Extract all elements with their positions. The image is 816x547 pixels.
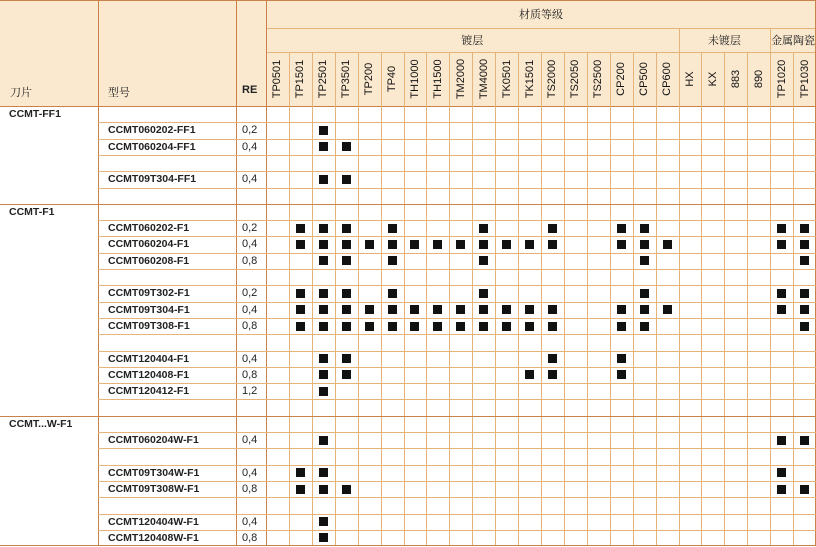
availability-mark	[800, 289, 809, 298]
row-line	[98, 514, 816, 515]
availability-mark	[777, 224, 786, 233]
grade-column-line	[289, 52, 290, 546]
row-line	[98, 155, 816, 156]
re-label: RE	[242, 84, 258, 96]
grade-header-cp600	[656, 52, 679, 106]
grade-column-line	[426, 52, 427, 546]
row-line	[98, 367, 816, 368]
row-line	[98, 481, 816, 482]
model-cell: CCMT09T308-F1	[108, 319, 190, 332]
availability-mark	[800, 436, 809, 445]
grade-column-line	[679, 28, 680, 546]
availability-mark	[479, 256, 488, 265]
availability-mark	[296, 224, 305, 233]
availability-mark	[365, 322, 374, 331]
grade-label: TP3501	[340, 59, 353, 99]
availability-mark	[502, 305, 511, 314]
grade-column-line	[610, 52, 611, 546]
grade-header-cp500	[633, 52, 656, 106]
availability-mark	[342, 354, 351, 363]
availability-mark	[777, 485, 786, 494]
grade-label: TH1000	[408, 59, 421, 99]
grade-header-ts2500	[587, 52, 610, 106]
cermet-label: 金属陶瓷	[771, 35, 816, 47]
availability-mark	[640, 224, 649, 233]
row-line	[98, 432, 816, 433]
availability-mark	[502, 322, 511, 331]
grade-column-line	[335, 52, 336, 546]
availability-mark	[296, 468, 305, 477]
grade-header-tp1030	[793, 52, 816, 106]
grade-label: TP1501	[294, 59, 307, 99]
insert-header	[10, 84, 70, 100]
re-cell: 0,2	[242, 222, 258, 235]
grade-column-line	[564, 52, 565, 546]
availability-mark	[456, 305, 465, 314]
availability-mark	[296, 322, 305, 331]
grade-header-ts2050	[564, 52, 587, 106]
grade-header-883	[724, 52, 747, 106]
grade-header-tp200	[358, 52, 381, 106]
availability-mark	[319, 517, 328, 526]
re-cell: 0,8	[242, 368, 258, 381]
row-line	[0, 204, 816, 205]
re-cell: 0,4	[242, 434, 258, 446]
row-line	[98, 318, 816, 319]
availability-mark	[342, 485, 351, 494]
grade-column-line	[518, 52, 519, 546]
availability-mark	[388, 224, 397, 233]
coated-label: 镀层	[461, 35, 484, 47]
grade-header-tp1020	[770, 52, 793, 106]
model-cell: CCMT09T304-FF1	[108, 173, 197, 186]
grade-column-line	[449, 52, 450, 546]
availability-mark	[433, 305, 442, 314]
grade-label: TP40	[386, 65, 399, 93]
row-line	[98, 351, 816, 352]
grade-label: TP2501	[317, 59, 330, 99]
grade-label: TM4000	[477, 58, 490, 100]
grade-label: TS2500	[592, 59, 605, 99]
grade-label: TK1501	[523, 59, 536, 99]
re-cell: 0,2	[242, 124, 258, 137]
uncoated-label: 未镀层	[707, 35, 741, 47]
availability-mark	[525, 240, 534, 249]
availability-mark	[342, 305, 351, 314]
model-cell: CCMT09T304-F1	[108, 303, 190, 316]
availability-mark	[640, 289, 649, 298]
grade-header-ts2000	[541, 52, 564, 106]
re-cell: 0,4	[242, 303, 258, 316]
re-cell: 0,4	[242, 173, 258, 186]
availability-mark	[433, 240, 442, 249]
row-line	[98, 334, 816, 335]
grade-label: CP500	[638, 62, 651, 96]
material-grade-label: 材质等级	[519, 9, 563, 21]
availability-mark	[800, 224, 809, 233]
grade-label: 883	[729, 69, 742, 89]
availability-mark	[548, 354, 557, 363]
coated-header	[266, 28, 679, 52]
grade-header-tp40	[381, 52, 404, 106]
availability-mark	[410, 305, 419, 314]
row-line	[98, 497, 816, 498]
re-header	[242, 84, 266, 100]
row-line	[98, 269, 816, 270]
model-cell: CCMT120412-F1	[108, 385, 190, 398]
model-cell: CCMT09T308W-F1	[108, 482, 200, 495]
availability-mark	[388, 240, 397, 249]
grade-column-line	[495, 52, 496, 546]
availability-mark	[777, 468, 786, 477]
re-cell: 0,4	[242, 466, 258, 479]
grade-label: TP200	[363, 62, 376, 96]
grade-header-hx	[679, 52, 702, 106]
availability-mark	[296, 485, 305, 494]
model-cell: CCMT060204W-F1	[108, 434, 199, 446]
uncoated-header	[679, 28, 771, 52]
grade-label: 890	[752, 69, 765, 89]
grade-header-tk1501	[518, 52, 541, 106]
availability-mark	[502, 240, 511, 249]
availability-mark	[296, 289, 305, 298]
availability-mark	[479, 240, 488, 249]
grade-column-line	[541, 52, 542, 546]
grade-column-line	[312, 52, 313, 546]
availability-mark	[319, 175, 328, 184]
material-grade-header	[266, 0, 816, 28]
availability-mark	[617, 322, 626, 331]
availability-mark	[548, 322, 557, 331]
re-cell: 1,2	[242, 385, 258, 398]
availability-mark	[388, 256, 397, 265]
availability-mark	[342, 240, 351, 249]
availability-mark	[319, 533, 328, 542]
availability-mark	[342, 370, 351, 379]
availability-mark	[525, 370, 534, 379]
grade-label: TS2000	[546, 59, 559, 99]
availability-mark	[342, 322, 351, 331]
availability-mark	[319, 485, 328, 494]
row-line	[98, 171, 816, 172]
row-line	[98, 253, 816, 254]
re-cell: 0,8	[242, 482, 258, 495]
model-cell: CCMT120408-F1	[108, 368, 190, 381]
grade-column-line	[381, 52, 382, 546]
grade-header-cp200	[610, 52, 633, 106]
row-line	[98, 448, 816, 449]
grade-column-line	[701, 52, 702, 546]
grade-label: TP0501	[271, 59, 284, 99]
row-line	[98, 236, 816, 237]
availability-mark	[456, 240, 465, 249]
model-cell: CCMT060202-F1	[108, 222, 190, 235]
availability-mark	[456, 322, 465, 331]
availability-mark	[319, 370, 328, 379]
availability-mark	[342, 175, 351, 184]
availability-mark	[410, 240, 419, 249]
availability-mark	[319, 126, 328, 135]
availability-mark	[663, 240, 672, 249]
grade-column-line	[633, 52, 634, 546]
grade-header-890	[747, 52, 770, 106]
availability-mark	[617, 354, 626, 363]
grade-label: TH1500	[431, 59, 444, 99]
insert-label: 刀片	[10, 87, 32, 99]
grade-column-line	[747, 52, 748, 546]
row-line	[98, 139, 816, 140]
re-cell: 0,2	[242, 287, 258, 300]
model-cell: CCMT060208-F1	[108, 254, 190, 267]
insert-group-label: CCMT-FF1	[9, 108, 61, 120]
re-cell: 0,4	[242, 515, 258, 528]
availability-mark	[319, 305, 328, 314]
availability-mark	[342, 289, 351, 298]
availability-mark	[479, 322, 488, 331]
availability-mark	[319, 354, 328, 363]
grade-column-line	[770, 28, 771, 546]
row-line	[98, 399, 816, 400]
model-cell: CCMT120408W-F1	[108, 531, 199, 544]
table-bottom-border	[0, 545, 816, 546]
availability-mark	[640, 256, 649, 265]
row-line	[98, 465, 816, 466]
availability-mark	[640, 322, 649, 331]
availability-mark	[365, 305, 374, 314]
availability-mark	[800, 322, 809, 331]
re-cell: 0,8	[242, 531, 258, 544]
grade-column-line	[656, 52, 657, 546]
grade-label: TM2000	[454, 58, 467, 100]
model-cell: CCMT060204-F1	[108, 238, 190, 251]
grade-header-tp3501	[335, 52, 358, 106]
availability-mark	[296, 240, 305, 249]
grade-header-th1500	[426, 52, 449, 106]
availability-mark	[319, 322, 328, 331]
table-top-border	[0, 0, 816, 1]
re-cell: 0,4	[242, 352, 258, 365]
availability-mark	[640, 305, 649, 314]
grade-label: TK0501	[500, 59, 513, 99]
availability-mark	[548, 305, 557, 314]
re-cell: 0,8	[242, 254, 258, 267]
grade-header-tm2000	[449, 52, 472, 106]
grade-label: HX	[683, 71, 696, 87]
grade-label: TP1020	[775, 59, 788, 99]
availability-mark	[777, 289, 786, 298]
grade-label: TP1030	[798, 59, 811, 99]
header-line	[266, 28, 816, 29]
availability-mark	[319, 142, 328, 151]
grade-header-tp1501	[289, 52, 312, 106]
row-line	[98, 122, 816, 123]
availability-mark	[388, 289, 397, 298]
availability-mark	[479, 305, 488, 314]
availability-mark	[319, 468, 328, 477]
availability-mark	[800, 485, 809, 494]
insert-group-label: CCMT-F1	[9, 205, 55, 218]
availability-mark	[777, 240, 786, 249]
availability-mark	[319, 387, 328, 396]
re-cell: 0,4	[242, 140, 258, 153]
insert-group-label: CCMT...W-F1	[9, 417, 73, 430]
cermet-header	[770, 28, 816, 52]
model-cell: CCMT060202-FF1	[108, 124, 196, 137]
model-cell: CCMT120404W-F1	[108, 515, 199, 528]
model-cell: CCMT09T302-F1	[108, 287, 190, 300]
row-line	[98, 220, 816, 221]
grade-header-th1000	[404, 52, 427, 106]
availability-mark	[410, 322, 419, 331]
grade-label: CP200	[615, 62, 628, 96]
availability-mark	[617, 240, 626, 249]
grade-column-line	[724, 52, 725, 546]
model-cell: CCMT060204-FF1	[108, 140, 196, 153]
grade-label: TS2050	[569, 59, 582, 99]
availability-mark	[319, 436, 328, 445]
grade-column-line	[404, 52, 405, 546]
grade-header-tp2501	[312, 52, 335, 106]
availability-mark	[296, 305, 305, 314]
grade-column-line	[472, 52, 473, 546]
availability-mark	[800, 240, 809, 249]
model-label: 型号	[108, 87, 130, 99]
availability-mark	[319, 289, 328, 298]
re-cell: 0,4	[242, 238, 258, 251]
availability-mark	[319, 256, 328, 265]
availability-mark	[640, 240, 649, 249]
availability-mark	[777, 305, 786, 314]
availability-mark	[777, 436, 786, 445]
row-line	[98, 383, 816, 384]
model-header	[108, 84, 188, 100]
availability-mark	[617, 305, 626, 314]
availability-mark	[479, 289, 488, 298]
grade-column-line	[358, 52, 359, 546]
row-line	[98, 188, 816, 189]
row-line	[0, 416, 816, 417]
availability-mark	[342, 224, 351, 233]
header-bottom-border	[0, 106, 816, 107]
availability-mark	[365, 240, 374, 249]
grade-label: KX	[706, 71, 719, 87]
grade-label: CP600	[661, 62, 674, 96]
availability-mark	[525, 305, 534, 314]
grade-header-kx	[701, 52, 724, 106]
grade-header-tk0501	[495, 52, 518, 106]
availability-mark	[319, 224, 328, 233]
row-line	[98, 285, 816, 286]
availability-mark	[617, 224, 626, 233]
row-line	[98, 302, 816, 303]
availability-mark	[433, 322, 442, 331]
availability-mark	[548, 240, 557, 249]
availability-mark	[548, 224, 557, 233]
availability-mark	[525, 322, 534, 331]
grade-column-line	[587, 52, 588, 546]
availability-mark	[342, 142, 351, 151]
grade-header-tm4000	[472, 52, 495, 106]
availability-mark	[663, 305, 672, 314]
availability-mark	[388, 305, 397, 314]
re-cell: 0,8	[242, 319, 258, 332]
availability-mark	[800, 305, 809, 314]
availability-mark	[319, 240, 328, 249]
model-cell: CCMT09T304W-F1	[108, 466, 200, 479]
availability-mark	[342, 256, 351, 265]
grade-column-line	[793, 52, 794, 546]
row-line	[98, 530, 816, 531]
availability-mark	[479, 224, 488, 233]
availability-mark	[800, 256, 809, 265]
availability-mark	[548, 370, 557, 379]
availability-mark	[617, 370, 626, 379]
model-cell: CCMT120404-F1	[108, 352, 190, 365]
grade-header-tp0501	[266, 52, 289, 106]
availability-mark	[388, 322, 397, 331]
